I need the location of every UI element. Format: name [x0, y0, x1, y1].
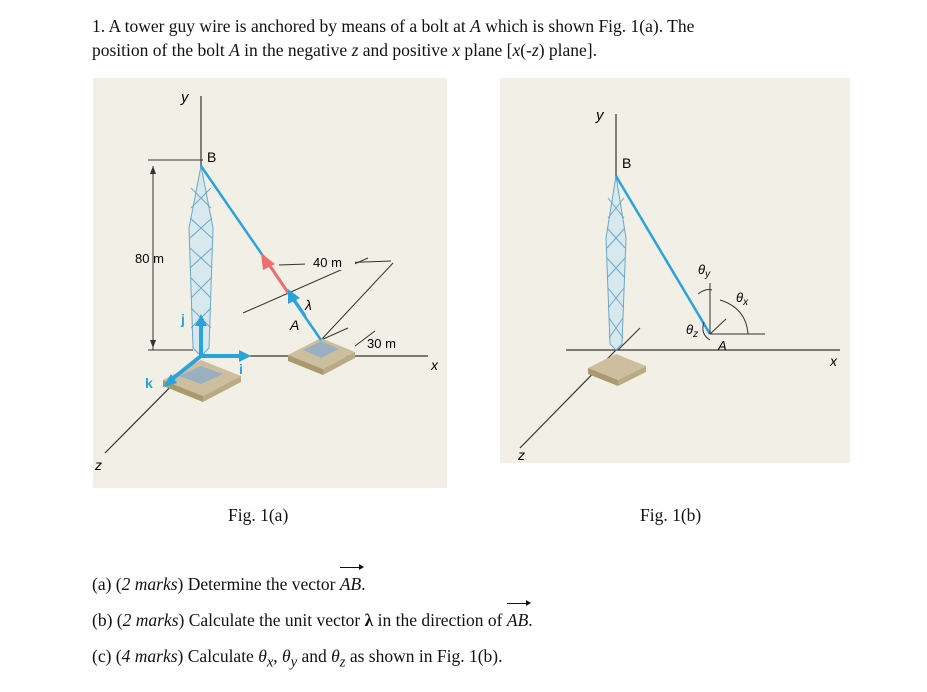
- question-line-1: [92, 14, 852, 38]
- guy-wire: [616, 176, 710, 334]
- k-label: k: [145, 375, 153, 391]
- separator: ,: [273, 646, 283, 666]
- question-text-part: 1. A tower guy wire is anchored by means of a bolt at: [92, 16, 471, 36]
- part-text: ) Determine the vector: [177, 574, 340, 594]
- tower: [606, 176, 626, 350]
- x-axis-label: x: [830, 353, 837, 369]
- part-b: [92, 602, 533, 638]
- guide-line: [321, 263, 393, 340]
- point-b-label: B: [207, 149, 217, 165]
- marks-label: 2 marks: [121, 574, 178, 594]
- part-a: [92, 566, 533, 602]
- part-c: [92, 638, 533, 681]
- question-text-part: and positive: [358, 40, 453, 60]
- theta-x-symbol: $\theta_x$: [258, 646, 274, 671]
- question-text-part: which is shown Fig. 1(a). The: [480, 16, 695, 36]
- vector-ab: AB: [340, 566, 361, 602]
- y-axis-label: y: [181, 89, 189, 106]
- z-axis-label: z: [518, 447, 525, 463]
- dx-label: 40 m: [313, 255, 342, 270]
- part-end: .: [361, 574, 366, 594]
- part-text: and: [297, 646, 332, 666]
- figure-1b-diagram: [500, 78, 850, 463]
- figure-1a-caption: Fig. 1(a): [228, 505, 289, 525]
- theta-z-label: $\theta_z$: [686, 322, 699, 340]
- vector-ab: AB: [507, 602, 528, 638]
- lambda-arrow: [293, 298, 305, 316]
- z-reference-line: [710, 319, 726, 334]
- part-end: .: [528, 610, 533, 630]
- y-axis-label: y: [596, 107, 604, 124]
- part-end: as shown in Fig. 1(b).: [345, 646, 503, 666]
- figure-1a-diagram: [93, 78, 447, 488]
- question-text: [92, 14, 852, 62]
- point-a-label: A: [718, 338, 727, 353]
- part-prefix: (a) (: [92, 574, 122, 594]
- dz-label: 30 m: [367, 336, 396, 351]
- figure-1b-caption: Fig. 1(b): [640, 505, 702, 525]
- point-a-label: A: [470, 16, 481, 36]
- figure-1b: [500, 78, 850, 463]
- guide-line: [321, 328, 348, 340]
- anchor-base: [288, 338, 355, 375]
- axis-z-label: z: [531, 40, 539, 60]
- axis-x-label: x: [512, 40, 521, 60]
- question-text-part: (-: [520, 40, 532, 60]
- part-prefix: (b) (: [92, 610, 123, 630]
- marks-label: 4 marks: [121, 646, 178, 666]
- point-a-label: A: [290, 317, 300, 333]
- figure-1a: [93, 78, 447, 488]
- theta-y-label: $\theta_y$: [698, 262, 711, 280]
- tower-base: [588, 354, 646, 386]
- question-text-part: ) plane].: [538, 40, 598, 60]
- height-label: 80 m: [135, 251, 164, 266]
- z-axis-label: z: [95, 457, 102, 473]
- part-text: in the direction of: [373, 610, 507, 630]
- marks-label: 2 marks: [122, 610, 179, 630]
- part-text: ) Calculate the unit vector: [178, 610, 365, 630]
- point-a-label: A: [229, 40, 240, 60]
- question-parts: [92, 566, 533, 681]
- theta-y-symbol: $\theta_y$: [282, 646, 298, 671]
- question-line-2: [92, 38, 852, 62]
- question-text-part: plane [: [459, 40, 513, 60]
- i-label: i: [239, 361, 243, 377]
- question-text-part: in the negative: [239, 40, 352, 60]
- question-text-part: position of the bolt: [92, 40, 230, 60]
- x-axis-label: x: [431, 357, 438, 373]
- axis-z-label: z: [351, 40, 359, 60]
- axis-x-label: x: [452, 40, 460, 60]
- theta-z-symbol: $\theta_z$: [331, 646, 346, 671]
- lambda-label: λ: [305, 297, 312, 313]
- point-b-label: B: [622, 155, 632, 171]
- lambda-symbol: λ: [364, 610, 374, 630]
- theta-x-label: $\theta_x$: [736, 290, 749, 308]
- j-label: j: [181, 311, 185, 327]
- part-text: ) Calculate: [177, 646, 259, 666]
- part-prefix: (c) (: [92, 646, 122, 666]
